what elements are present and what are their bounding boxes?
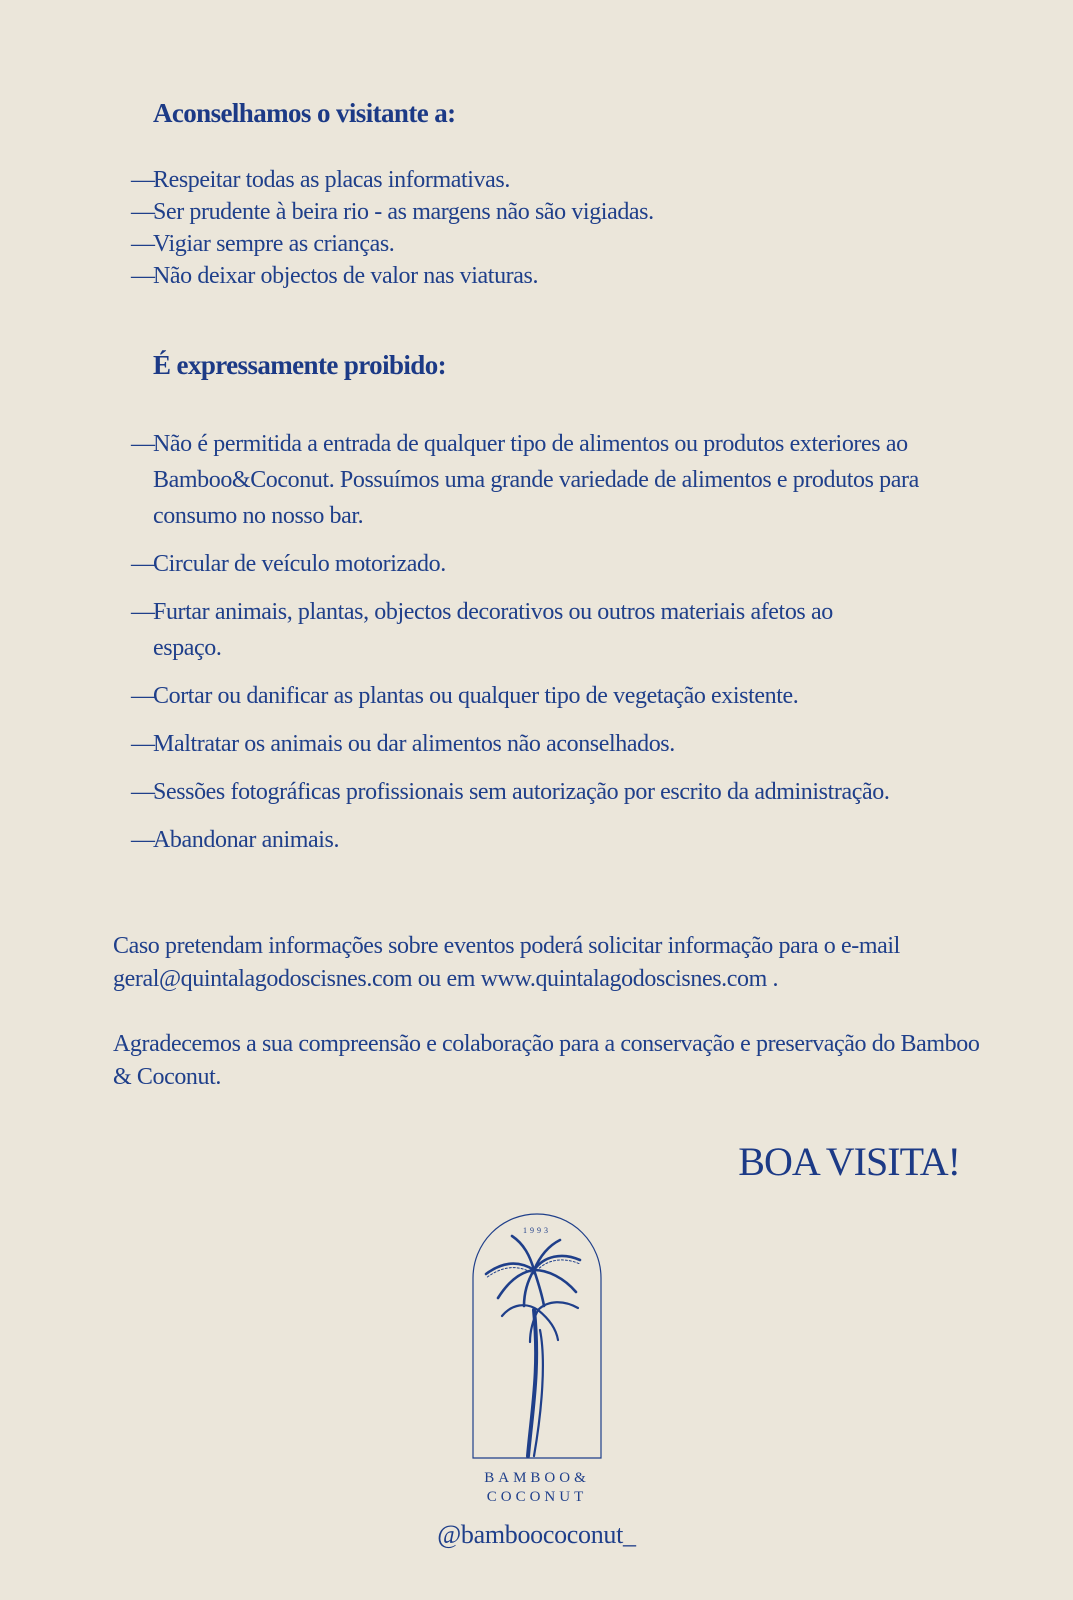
list-item [131,260,971,292]
dash-marker: — [131,683,155,709]
palm-tree-icon [486,1236,580,1456]
advice-item-text: Não deixar objectos de valor nas viaturas. [153,263,539,289]
prohibited-item-text: Circular de veículo motorizado. [153,551,446,577]
prohibited-item-text: Abandonar animais. [153,827,340,853]
thanks-text: Agradecemos a sua compreensão e colaboração para a conservação e preservação do Bamboo & Coconut. [113,1031,980,1090]
dash-marker: — [131,827,155,853]
prohibited-item-text: Furtar animais, plantas, objectos decorativos ou outros materiais afetos ao espaço. [153,599,833,661]
list-item [131,774,993,810]
dash-marker: — [131,779,155,805]
prohibited-item-text: Maltratar os animais ou dar alimentos não aconselhados. [153,731,675,757]
dash-marker: — [131,263,155,289]
list-item [131,822,961,858]
list-item [131,594,883,666]
closing-greeting: BOA VISITA! [738,1139,960,1184]
logo-name-line2: COCONUT [486,1489,588,1505]
list-item [131,426,961,534]
dash-marker: — [131,731,155,757]
advice-heading: Aconselhamos o visitante a: [153,98,456,128]
dash-marker: — [131,551,155,577]
dash-marker: — [131,199,155,225]
prohibited-item-text: Sessões fotográficas profissionais sem autorização por escrito da administração. [153,779,890,805]
advice-item-text: Ser prudente à beira rio - as margens não são vigiadas. [153,199,654,225]
list-item [131,546,961,582]
list-item [131,726,961,762]
dash-marker: — [131,167,155,193]
logo-year: 1993 [523,1226,551,1235]
dash-marker: — [131,431,155,457]
prohibited-list [131,426,961,870]
prohibited-item-text: Não é permitida a entrada de qualquer tipo de alimentos ou produtos exteriores ao Bamboo&Coconut. Possuímos uma grande variedade de alimentos e produtos para consumo no nosso bar. [153,431,919,529]
events-info-text: Caso pretendam informações sobre eventos poderá solicitar informação para o e-mail geral@quintalagodoscisnes.com ou em www.quintalagodoscisnes.com . [113,933,900,992]
logo-name-line1: BAMBOO& [484,1470,590,1486]
dash-marker: — [131,231,155,257]
social-handle: @bamboococonut_ [437,1520,636,1549]
advice-item-text: Respeitar todas as placas informativas. [153,167,510,193]
dash-marker: — [131,599,155,625]
list-item [131,164,971,196]
bamboo-coconut-logo [468,1210,606,1510]
list-item [131,678,961,714]
list-item [131,196,971,228]
prohibited-item-text: Cortar ou danificar as plantas ou qualquer tipo de vegetação existente. [153,683,799,709]
advice-list [131,164,971,292]
prohibited-heading: É expressamente proibido: [153,350,447,380]
advice-item-text: Vigiar sempre as crianças. [153,231,395,257]
list-item [131,228,971,260]
